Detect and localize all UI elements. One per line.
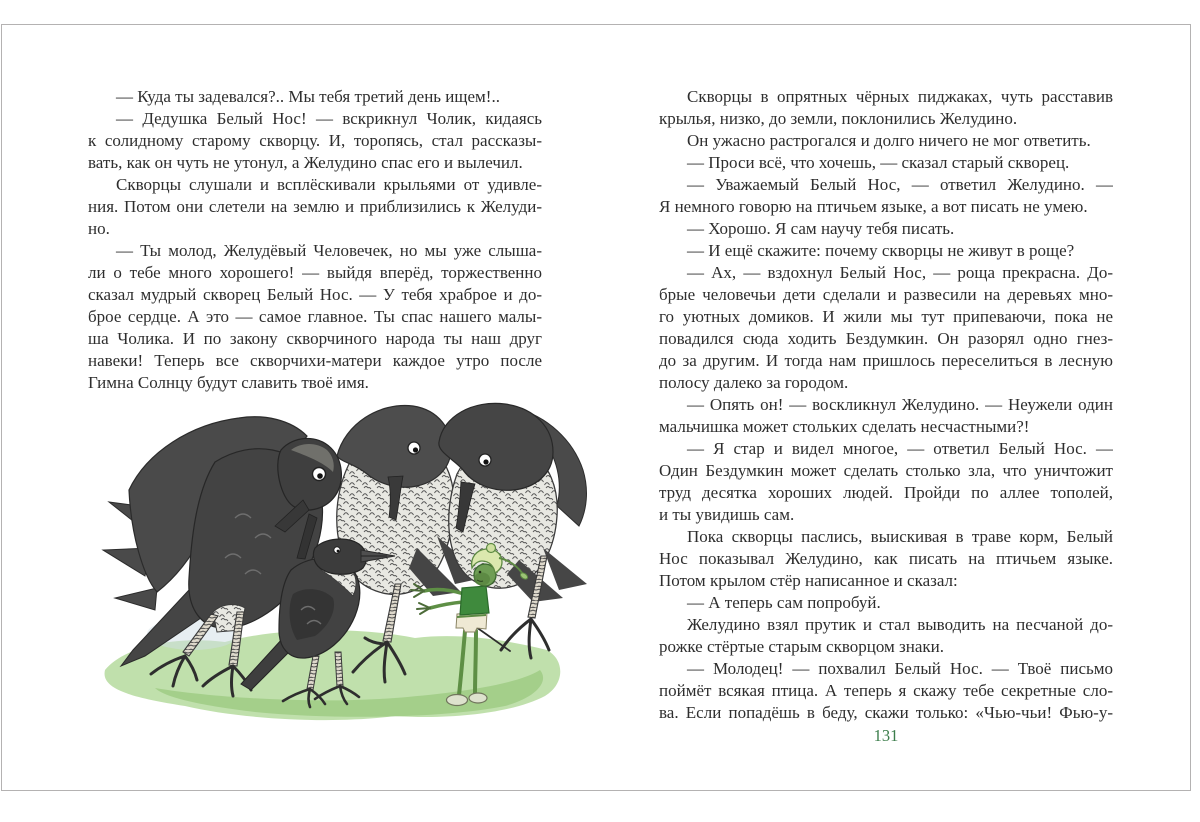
text-line: — Хорошо. Я сам научу тебя писать.	[687, 219, 955, 238]
text-line: Пока скворцы паслись, выискивая в траве корм, Белый	[687, 527, 1113, 546]
text-line: Он ужасно растрогался и долго ничего не мог ответить.	[687, 131, 1091, 150]
paragraph	[659, 592, 1113, 614]
paragraph	[88, 108, 542, 174]
text-line: — Я стар и видел многое, — ответил Белый Нос. —	[687, 439, 1113, 458]
text-line: ва. Если попадёшь в беду, скажи только: «Чью-чьи! Фью-у-	[659, 703, 1113, 722]
text-line: Скворцы в опрятных чёрных пиджаках, чуть расставив	[687, 87, 1113, 106]
text-line: повадился сюда ходить Бездумкин. Он разорял одно гнез-	[659, 329, 1113, 348]
text-line: — Молодец! — похвалил Белый Нос. — Твоё письмо	[687, 659, 1113, 678]
text-line: и ты увидишь сам.	[659, 505, 795, 524]
text-line: ния. Потом они слетели на землю и приблизились к Желуди-	[88, 197, 542, 216]
text-line: — Ах, — вздохнул Белый Нос, — роща прекрасна. До-	[687, 263, 1113, 282]
eye	[334, 547, 340, 553]
text-line: — Дедушка Белый Нос! — вскрикнул Чолик, кидаясь	[116, 109, 542, 128]
paragraph	[659, 218, 1113, 240]
text-line: ша Чолика. И по закону скворчиного народа ты наш друг	[88, 329, 542, 348]
vest	[460, 586, 489, 615]
text-line: сказал мудрый скворец Белый Нос. — У тебя храброе и до-	[88, 285, 542, 304]
paragraph	[659, 438, 1113, 526]
starlings-illustration	[95, 398, 640, 740]
text-line: го уютных домиков. И жили мы тут припеваючи, пока не	[659, 307, 1113, 326]
paragraph	[88, 240, 542, 394]
text-line: брые человечьи дети сделали и развесили на деревьях мно-	[659, 285, 1113, 304]
text-line: труд десятка хороших людей. Пройди по аллее тополей,	[659, 483, 1113, 502]
text-line: до за другим. И тогда нам пришлось переселиться в лесную	[659, 351, 1113, 370]
paragraph	[659, 174, 1113, 218]
text-line: Гимна Солнцу будут славить твоё имя.	[88, 373, 369, 392]
left-page-text	[88, 86, 542, 394]
text-line: рожке стёртые старым скворцом знаки.	[659, 637, 945, 656]
text-line: Один Бездумкин может сделать столько зла, что уничтожит	[659, 461, 1113, 480]
text-line: вать, как он чуть не утонул, а Желудино спас его и вылечил.	[88, 153, 523, 172]
text-line: к солидному старому скворцу. И, торопясь, стал рассказы-	[88, 131, 542, 150]
paragraph	[88, 86, 542, 108]
paragraph	[659, 152, 1113, 174]
text-line: полосу далеко за городом.	[659, 373, 849, 392]
text-line: — А теперь сам попробуй.	[687, 593, 881, 612]
text-line: поймёт всякая птица. А теперь я скажу тебе секретные сло-	[659, 681, 1113, 700]
text-line: Нос показывал Желудино, как писать на птичьем языке.	[659, 549, 1113, 568]
paragraph	[659, 526, 1113, 592]
text-line: крылья, низко, до земли, поклонились Желудино.	[659, 109, 1018, 128]
paragraph	[659, 130, 1113, 152]
paragraph	[659, 614, 1113, 658]
text-line: Скворцы слушали и всплёскивали крыльями от удивле-	[116, 175, 542, 194]
text-line: Желудино взял прутик и стал выводить на песчаной до-	[687, 615, 1113, 634]
right-page-text	[659, 86, 1113, 724]
text-line: Я немного говорю на птичьем языке, а вот писать не умею.	[659, 197, 1088, 216]
paragraph	[659, 394, 1113, 438]
page-number: 131	[873, 726, 899, 745]
text-line: брое сердце. А это — самое главное. Ты спас нашего малы-	[88, 307, 542, 326]
text-line: — Ты молод, Желудёвый Человечек, но мы уже слыша-	[116, 241, 542, 260]
paragraph	[659, 240, 1113, 262]
text-line: — Проси всё, что хочешь, — сказал старый скворец.	[687, 153, 1070, 172]
text-line: мальчишка может стольких сделать несчастными?!	[659, 417, 1030, 436]
text-line: ли о тебе много хорошего! — выйдя вперёд, торжественно	[88, 263, 542, 282]
text-line: — Куда ты задевался?.. Мы тебя третий день ищем!..	[116, 87, 500, 106]
text-line: — И ещё скажите: почему скворцы не живут в роще?	[687, 241, 1075, 260]
text-line: Потом крылом стёр написанное и сказал:	[659, 571, 958, 590]
text-line: навеки! Теперь все скворчихи-матери каждое утро после	[88, 351, 542, 370]
text-line: — Уважаемый Белый Нос, — ответил Желудино. —	[687, 175, 1113, 194]
paragraph	[659, 86, 1113, 130]
text-line: но.	[88, 219, 110, 238]
paragraph	[659, 262, 1113, 394]
text-line: — Опять он! — воскликнул Желудино. — Неужели один	[687, 395, 1113, 414]
paragraph	[659, 658, 1113, 724]
paragraph	[88, 174, 542, 240]
